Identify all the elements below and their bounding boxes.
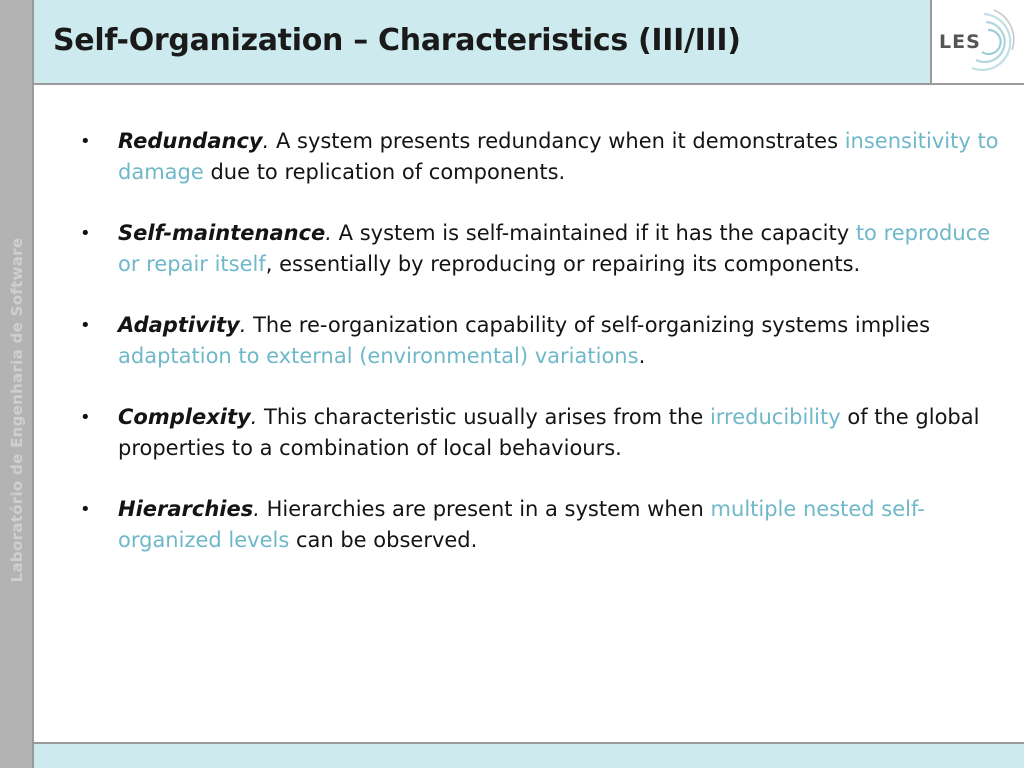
bullet-term: Redundancy (118, 129, 263, 153)
slide-title: Self-Organization – Characteristics (III/III) (53, 23, 741, 58)
bullet-icon: • (80, 407, 91, 428)
list-item (80, 310, 1000, 372)
bullet-text-before: This characteristic usually arises from the (257, 405, 710, 429)
bullet-text-before: A system is self-maintained if it has the capacity (331, 221, 856, 245)
left-sidebar-bar (0, 0, 34, 768)
bullet-list (80, 126, 1000, 586)
bullet-term-period: . (325, 221, 332, 245)
bullet-highlight: adaptation to external (environmental) variations (118, 344, 639, 368)
les-logo-icon (932, 0, 1024, 83)
bullet-icon: • (80, 499, 91, 520)
bullet-term: Complexity (118, 405, 251, 429)
list-item (80, 494, 1000, 556)
bullet-text-after: of the global properties to a combination of local behaviours. (118, 405, 980, 460)
bullet-text-before: The re-organization capability of self-organizing systems implies (246, 313, 931, 337)
bullet-text-before: A system presents redundancy when it demonstrates (269, 129, 845, 153)
bullet-term: Hierarchies (118, 497, 254, 521)
bullet-text-after: due to replication of components. (203, 160, 566, 184)
svg-text:LES: LES (939, 31, 981, 53)
footer-bar (34, 742, 1024, 768)
list-item (80, 402, 1000, 464)
title-header (34, 0, 930, 85)
sidebar-vertical-label: Laboratório de Engenharia de Software (8, 237, 26, 583)
bullet-icon: • (80, 223, 91, 244)
bullet-icon: • (80, 315, 91, 336)
bullet-term: Self-maintenance (118, 221, 326, 245)
bullet-term: Adaptivity (118, 313, 240, 337)
bullet-text-after: can be observed. (289, 528, 478, 552)
bullet-highlight: insensitivity to damage (118, 129, 999, 184)
bullet-icon: • (80, 131, 91, 152)
list-item (80, 218, 1000, 280)
bullet-text-after: . (638, 344, 646, 368)
list-item (80, 126, 1000, 188)
bullet-highlight: irreducibility (709, 405, 841, 429)
bullet-term-period: . (253, 497, 260, 521)
bullet-term-period: . (250, 405, 258, 429)
bullet-text-before: Hierarchies are present in a system when (259, 497, 711, 521)
bullet-term-period: . (239, 313, 247, 337)
bullet-term-period: . (262, 129, 270, 153)
les-logo (930, 0, 1024, 85)
bullet-highlight: to reproduce or repair itself (118, 221, 991, 276)
bullet-text-after: , essentially by reproducing or repairing its components. (265, 252, 861, 276)
bullet-highlight: multiple nested self-organized levels (118, 497, 925, 552)
